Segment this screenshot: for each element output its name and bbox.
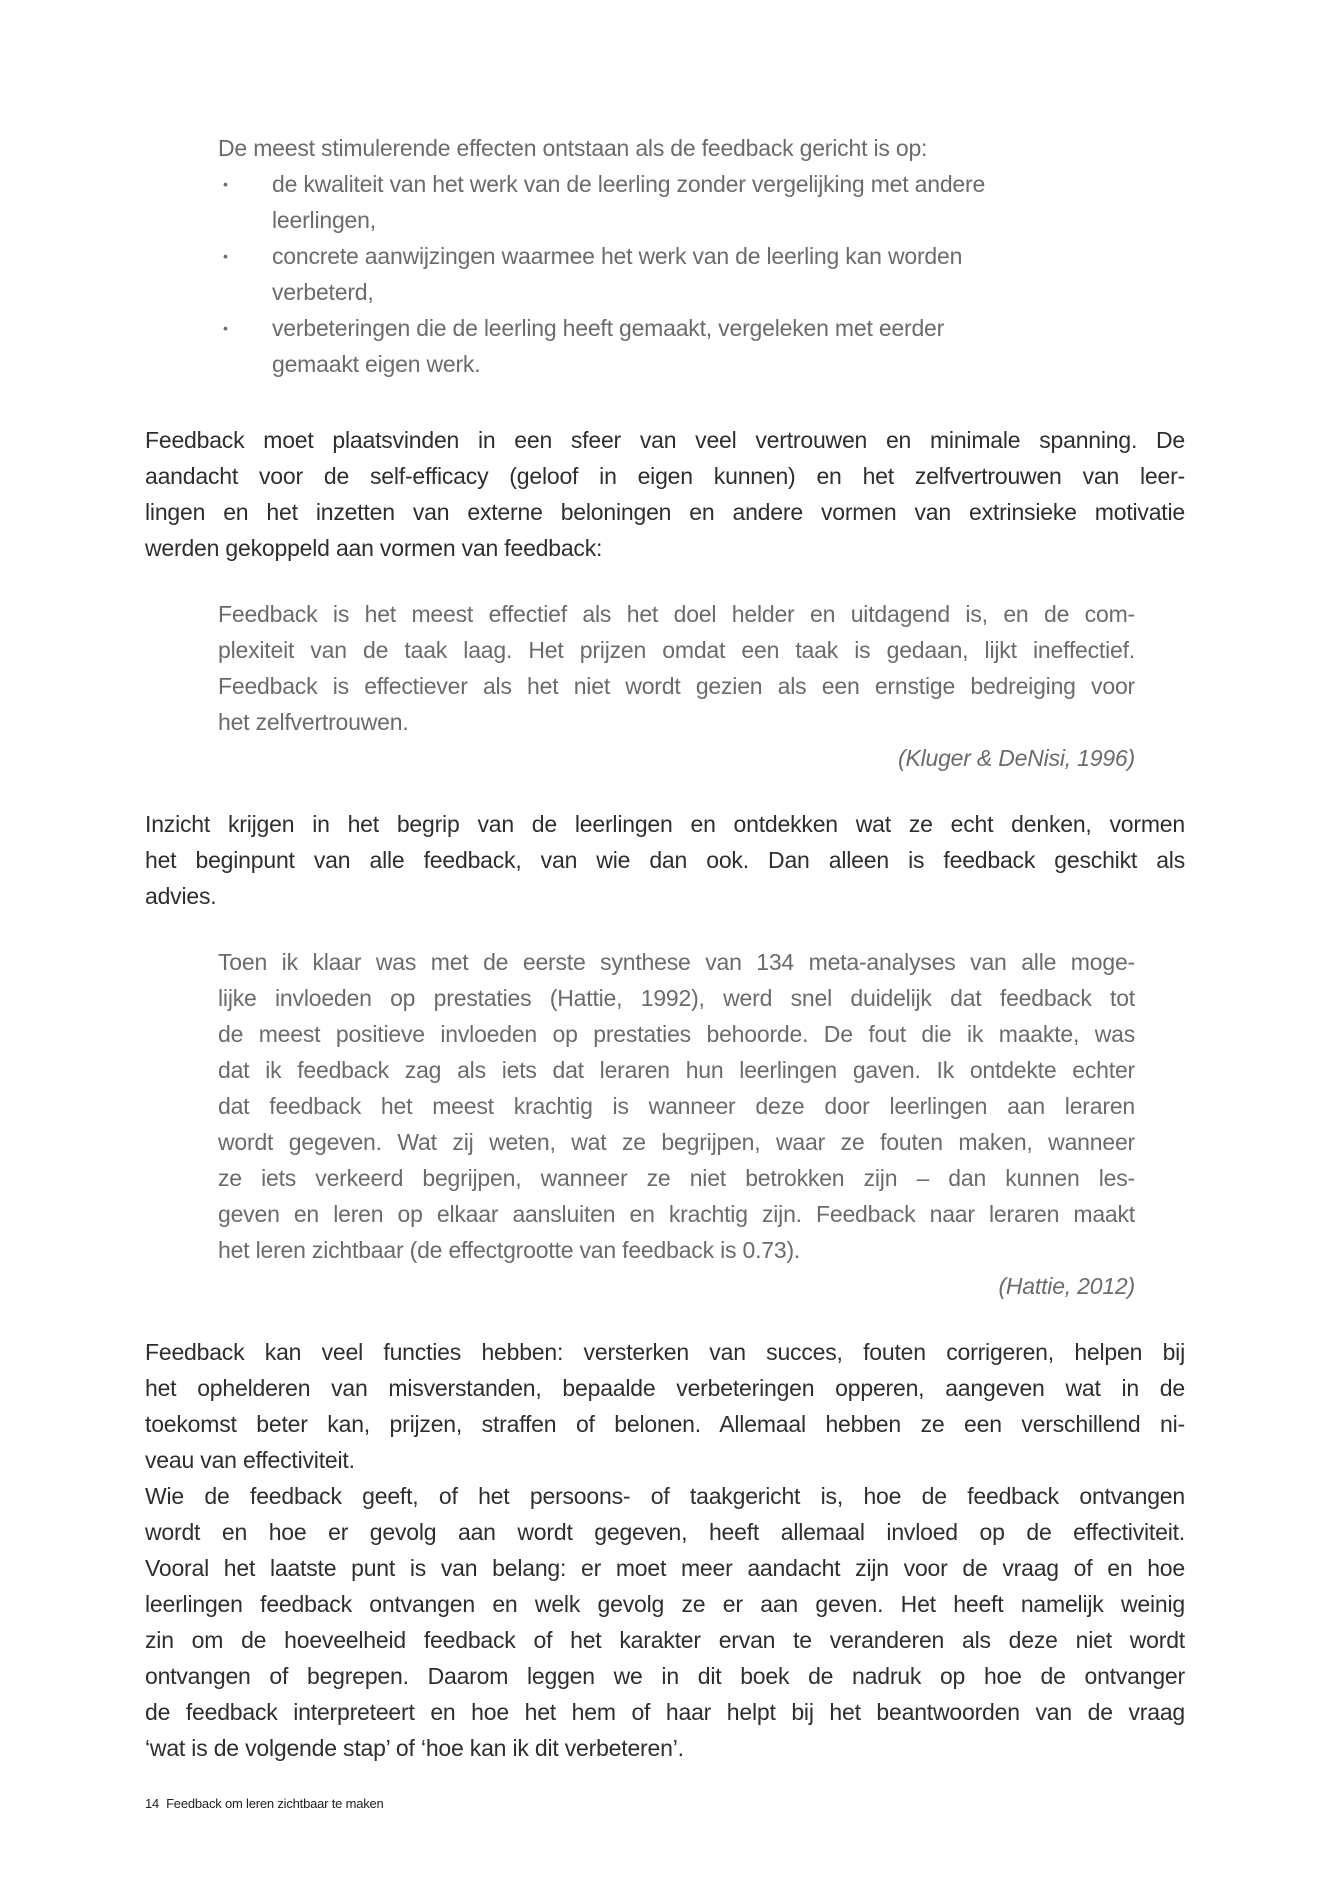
text-line: gemaakt eigen werk. (272, 351, 481, 377)
text-line: geven en leren op elkaar aansluiten en krachtig zijn. Feedback naar leraren maakt (218, 1201, 1135, 1227)
text-line: aandacht voor de self-efficacy (geloof in eigen kunnen) en het zelfvertrouwen van leer- (145, 463, 1185, 489)
text-line: het zelfvertrouwen. (218, 709, 409, 735)
text-line: de feedback interpreteert en hoe het hem of haar helpt bij het beantwoorden van de vraag (145, 1699, 1185, 1725)
text-line: dat feedback het meest krachtig is wanneer deze door leerlingen aan leraren (218, 1093, 1135, 1119)
text-line: lingen en het inzetten van externe beloningen en andere vormen van extrinsieke motivatie (145, 499, 1185, 525)
text-line: veau van effectiviteit. (145, 1447, 355, 1473)
text-line: toekomst beter kan, prijzen, straffen of belonen. Allemaal hebben ze een verschillend ni- (145, 1411, 1185, 1437)
bullet-item (218, 166, 1135, 238)
text-line: leerlingen feedback ontvangen en welk gevolg ze er aan geven. Het heeft namelijk weinig (145, 1591, 1185, 1617)
quote-citation: (Hattie, 2012) (998, 1273, 1135, 1299)
text-line: Vooral het laatste punt is van belang: er moet meer aandacht zijn voor de vraag of en hoe (145, 1555, 1185, 1581)
paragraph (145, 806, 1185, 914)
text-line: Wie de feedback geeft, of het persoons- of taakgericht is, hoe de feedback ontvangen (145, 1483, 1185, 1509)
paragraph-group (145, 1334, 1185, 1766)
text-line: Feedback kan veel functies hebben: versterken van succes, fouten corrigeren, helpen bij (145, 1339, 1185, 1365)
book-title: Feedback om leren zichtbaar te maken (166, 1796, 384, 1811)
text-line: ‘wat is de volgende stap’ of ‘hoe kan ik dit verbeteren’. (145, 1735, 684, 1761)
text-line: zin om de hoeveelheid feedback of het karakter ervan te veranderen als deze niet wordt (145, 1627, 1185, 1653)
text-line: werden gekoppeld aan vormen van feedback: (145, 535, 603, 561)
text-line: verbeterd, (272, 279, 374, 305)
paragraph (145, 1334, 1185, 1478)
text-line: Toen ik klaar was met de eerste synthese van 134 meta-analyses van alle moge- (218, 949, 1135, 975)
page-footer (145, 1795, 384, 1813)
text-line: dat ik feedback zag als iets dat leraren hun leerlingen gaven. Ik ontdekte echter (218, 1057, 1135, 1083)
paragraph (145, 422, 1185, 566)
intro-list (218, 130, 1135, 382)
paragraph (145, 1478, 1185, 1766)
text-line: lijke invloeden op prestaties (Hattie, 1992), werd snel duidelijk dat feedback tot (218, 985, 1135, 1011)
text-line: het ophelderen van misverstanden, bepaalde verbeteringen opperen, aangeven wat in de (145, 1375, 1185, 1401)
block-quote (218, 944, 1135, 1304)
bullet-marker: • (223, 176, 228, 192)
text-line: concrete aanwijzingen waarmee het werk van de leerling kan worden (272, 243, 963, 269)
text-line: wordt en hoe er gevolg aan wordt gegeven, heeft allemaal invloed op de effectiviteit. (145, 1519, 1185, 1545)
text-line: het leren zichtbaar (de effectgrootte van feedback is 0.73). (218, 1237, 801, 1263)
bullet-item (218, 310, 1135, 382)
bullet-text (272, 310, 1135, 382)
text-line: de meest positieve invloeden op prestaties behoorde. De fout die ik maakte, was (218, 1021, 1135, 1047)
intro-lead-line: De meest stimulerende effecten ontstaan als de feedback gericht is op: (218, 135, 928, 161)
text-line: ze iets verkeerd begrijpen, wanneer ze niet betrokken zijn – dan kunnen les- (218, 1165, 1135, 1191)
text-line: verbeteringen die de leerling heeft gemaakt, vergeleken met eerder (272, 315, 945, 341)
bullet-text (272, 238, 1135, 310)
text-line: de kwaliteit van het werk van de leerling zonder vergelijking met andere (272, 171, 986, 197)
page-number: 14 (145, 1796, 160, 1811)
text-line: leerlingen, (272, 207, 376, 233)
bullet-marker: • (223, 248, 228, 264)
text-line: het beginpunt van alle feedback, van wie dan ook. Dan alleen is feedback geschikt als (145, 847, 1185, 873)
text-line: advies. (145, 883, 217, 909)
text-line: Feedback is effectiever als het niet wordt gezien als een ernstige bedreiging voor (218, 673, 1135, 699)
quote-citation: (Kluger & DeNisi, 1996) (897, 745, 1135, 771)
text-line: wordt gegeven. Wat zij weten, wat ze begrijpen, waar ze fouten maken, wanneer (218, 1129, 1135, 1155)
text-line: plexiteit van de taak laag. Het prijzen omdat een taak is gedaan, lijkt ineffectief. (218, 637, 1135, 663)
bullet-item (218, 238, 1135, 310)
block-quote (218, 596, 1135, 776)
page-text-column (145, 130, 1185, 1766)
text-line: ontvangen of begrepen. Daarom leggen we in dit boek de nadruk op hoe de ontvanger (145, 1663, 1185, 1689)
text-line: Inzicht krijgen in het begrip van de leerlingen en ontdekken wat ze echt denken, vormen (145, 811, 1185, 837)
text-line: Feedback moet plaatsvinden in een sfeer van veel vertrouwen en minimale spanning. De (145, 427, 1185, 453)
bullet-marker: • (223, 320, 228, 336)
text-line: Feedback is het meest effectief als het doel helder en uitdagend is, en de com- (218, 601, 1135, 627)
bullet-text (272, 166, 1135, 238)
